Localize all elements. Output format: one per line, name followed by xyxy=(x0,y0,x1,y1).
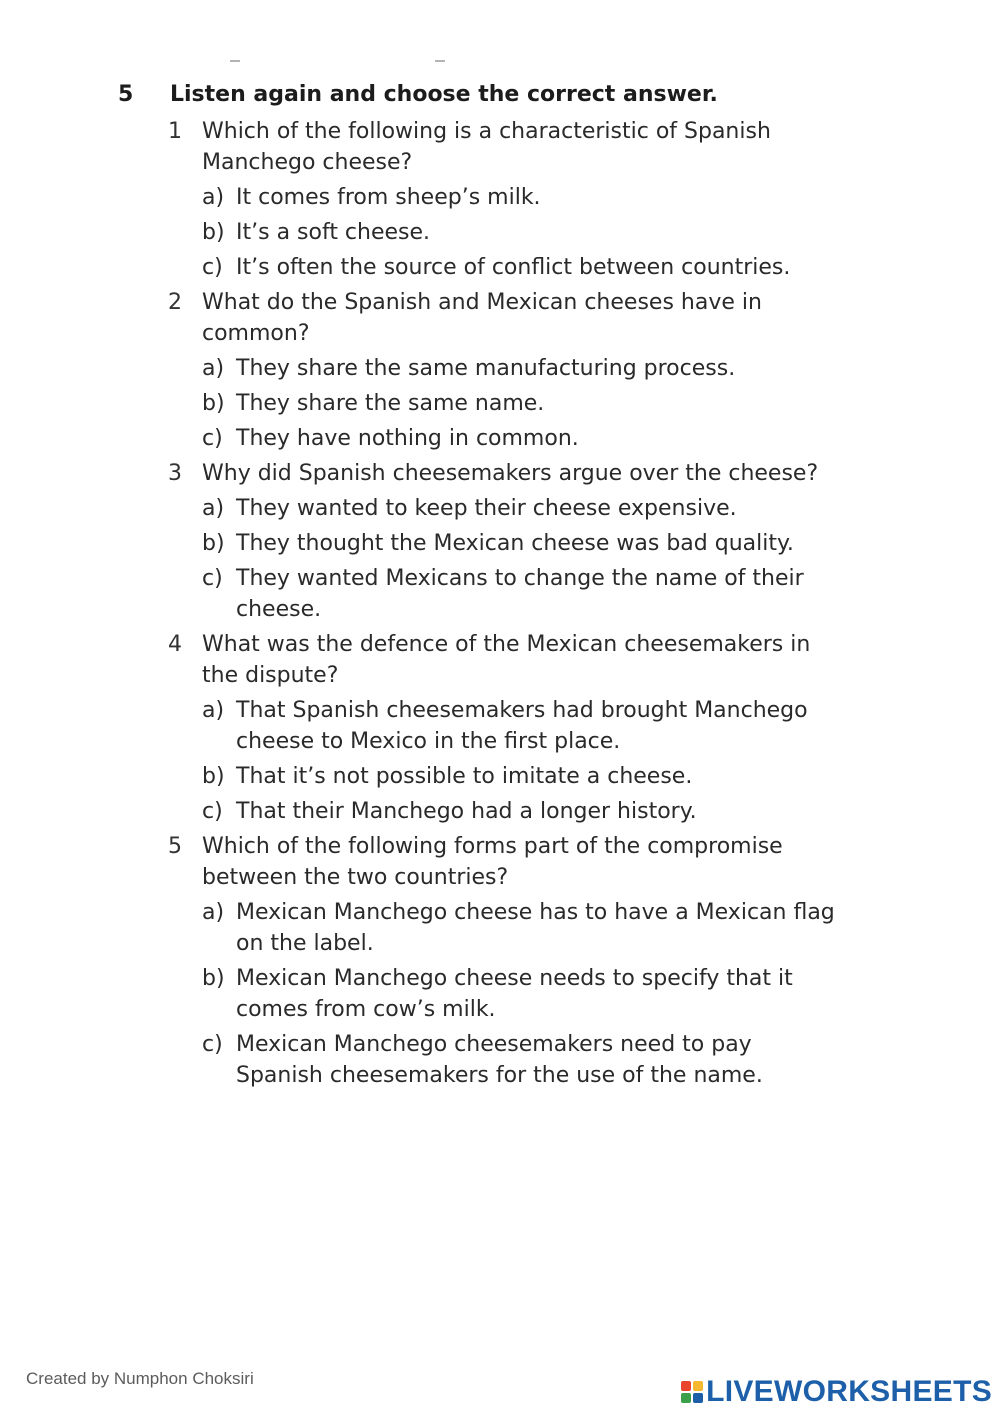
option-a[interactable] xyxy=(202,897,878,959)
option-text: That their Manchego had a longer history. xyxy=(236,799,697,824)
option-c[interactable] xyxy=(202,563,878,625)
option-letter: b) xyxy=(202,220,225,245)
option-text: They share the same name. xyxy=(236,391,545,416)
option-b[interactable] xyxy=(202,388,878,419)
option-letter: a) xyxy=(202,185,225,210)
brand-name: LIVEWORKSHEETS xyxy=(706,1375,992,1408)
option-c[interactable] xyxy=(202,1029,878,1091)
option-c[interactable] xyxy=(202,423,878,454)
option-text: They have nothing in common. xyxy=(236,426,579,451)
option-b[interactable] xyxy=(202,217,878,248)
option-letter: c) xyxy=(202,426,223,451)
question-number: 5 xyxy=(168,834,182,859)
option-letter: b) xyxy=(202,531,225,556)
liveworksheets-logo-icon xyxy=(681,1381,703,1403)
question-text: What was the defence of the Mexican cheesemakers in the dispute? xyxy=(202,632,811,688)
question-number: 4 xyxy=(168,632,182,657)
creator-credit: Created by Numphon Choksiri xyxy=(26,1369,254,1388)
logo-square xyxy=(693,1381,703,1391)
logo-square xyxy=(681,1381,691,1391)
answer-options xyxy=(202,493,878,625)
option-text: That Spanish cheesemakers had brought Manchego cheese to Mexico in the first place. xyxy=(236,698,808,754)
option-a[interactable] xyxy=(202,695,878,757)
option-c[interactable] xyxy=(202,252,878,283)
option-letter: b) xyxy=(202,391,225,416)
option-b[interactable] xyxy=(202,761,878,792)
option-text: It comes from sheep’s milk. xyxy=(236,185,541,210)
question-number: 3 xyxy=(168,461,182,486)
option-text: It’s often the source of conflict between countries. xyxy=(236,255,791,280)
option-text: They wanted Mexicans to change the name of their cheese. xyxy=(236,566,804,622)
option-b[interactable] xyxy=(202,963,878,1025)
option-text: They thought the Mexican cheese was bad quality. xyxy=(236,531,794,556)
question-1 xyxy=(168,116,878,283)
cropped-text-remnant xyxy=(230,56,460,64)
question-2 xyxy=(168,287,878,454)
answer-options xyxy=(202,182,878,283)
question-text: Which of the following forms part of the compromise between the two countries? xyxy=(202,834,783,890)
option-text: Mexican Manchego cheese needs to specify that it comes from cow’s milk. xyxy=(236,966,793,1022)
option-letter: a) xyxy=(202,496,225,521)
option-letter: c) xyxy=(202,1032,223,1057)
question-5 xyxy=(168,831,878,1091)
option-a[interactable] xyxy=(202,182,878,213)
option-letter: a) xyxy=(202,900,225,925)
answer-options xyxy=(202,695,878,827)
option-text: It’s a soft cheese. xyxy=(236,220,431,245)
option-text: They wanted to keep their cheese expensive. xyxy=(236,496,737,521)
option-letter: a) xyxy=(202,698,225,723)
option-letter: c) xyxy=(202,566,223,591)
option-b[interactable] xyxy=(202,528,878,559)
answer-options xyxy=(202,897,878,1091)
answer-options xyxy=(202,353,878,454)
option-letter: b) xyxy=(202,764,225,789)
option-letter: a) xyxy=(202,356,225,381)
option-a[interactable] xyxy=(202,493,878,524)
option-text: That it’s not possible to imitate a cheese. xyxy=(236,764,693,789)
exercise-header xyxy=(118,82,878,116)
option-text: Mexican Manchego cheesemakers need to pay Spanish cheesemakers for the use of the name. xyxy=(236,1032,763,1088)
exercise-number: 5 xyxy=(118,82,134,107)
logo-square xyxy=(693,1393,703,1403)
question-number: 2 xyxy=(168,290,182,315)
question-number: 1 xyxy=(168,119,182,144)
question-text: Why did Spanish cheesemakers argue over the cheese? xyxy=(202,461,819,486)
question-3 xyxy=(168,458,878,625)
liveworksheets-brand[interactable] xyxy=(681,1372,992,1412)
question-text: Which of the following is a characteristic of Spanish Manchego cheese? xyxy=(202,119,771,175)
exercise-section xyxy=(118,82,878,1095)
question-text: What do the Spanish and Mexican cheeses have in common? xyxy=(202,290,762,346)
question-4 xyxy=(168,629,878,827)
option-c[interactable] xyxy=(202,796,878,827)
option-text: They share the same manufacturing process. xyxy=(236,356,736,381)
option-text: Mexican Manchego cheese has to have a Mexican flag on the label. xyxy=(236,900,835,956)
option-a[interactable] xyxy=(202,353,878,384)
option-letter: c) xyxy=(202,799,223,824)
option-letter: b) xyxy=(202,966,225,991)
logo-square xyxy=(681,1393,691,1403)
option-letter: c) xyxy=(202,255,223,280)
exercise-instruction: Listen again and choose the correct answer. xyxy=(170,82,718,107)
